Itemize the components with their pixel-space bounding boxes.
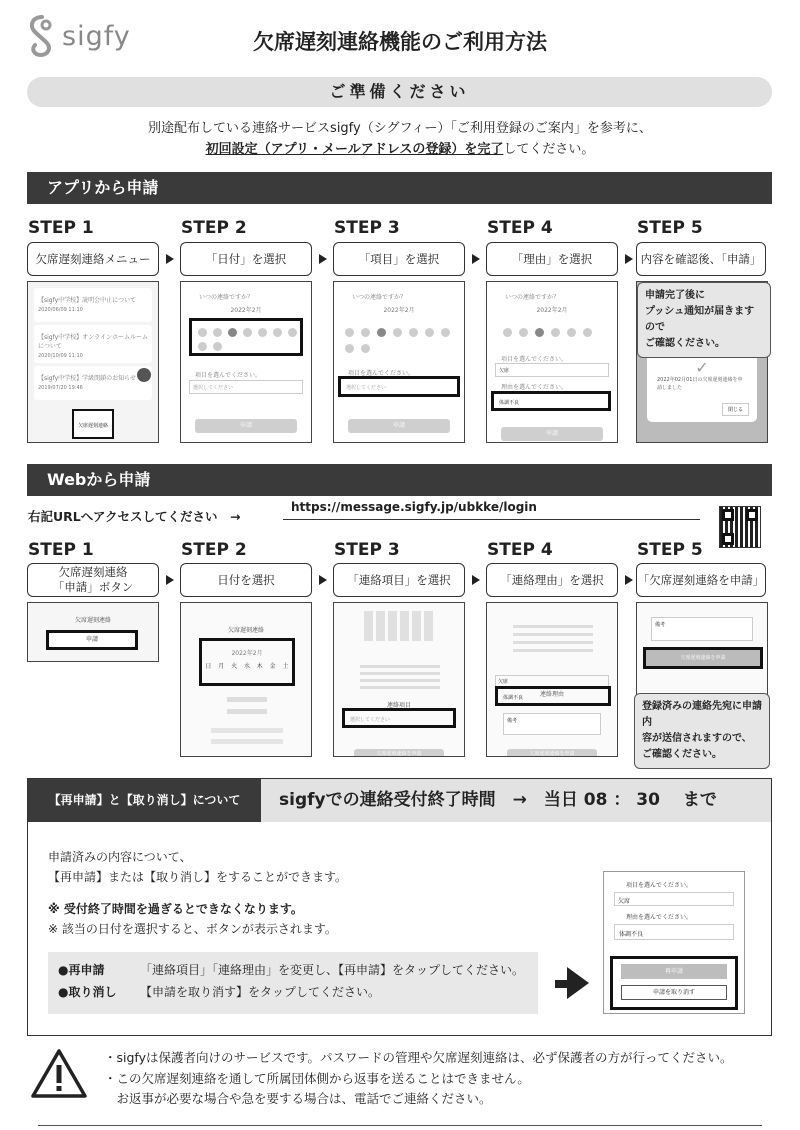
arrow-right-icon	[472, 575, 480, 585]
lower-p3: ※ 受付終了時間を過ぎるとできなくなります。	[48, 902, 303, 916]
note-line: ・sigfyは保護者向けのサービスです。パスワードの管理や欠席遅刻連絡は、必ず保護者の方が行ってください。	[104, 1050, 733, 1065]
action-description-box	[48, 952, 538, 1014]
arrow-right-icon	[625, 254, 633, 264]
calendar-highlight	[189, 318, 303, 356]
question-text: いつの連絡ですか？	[352, 294, 407, 301]
contact-reason-select[interactable]: 体調不良	[495, 686, 611, 706]
reapply-screen	[603, 871, 745, 1014]
month-label: 2022年2月	[383, 307, 415, 314]
month-label: 2022年2月	[230, 307, 262, 314]
contact-item-select[interactable]: 欠席	[495, 675, 609, 687]
arrow-right-icon	[319, 575, 327, 585]
month-label: 2022年2月	[536, 307, 568, 314]
item-prompt: 項目を選んでください。	[348, 370, 415, 377]
reapply-section-title: 【再申請】と【取り消し】について	[28, 779, 261, 822]
app-section-title: アプリから申請	[27, 172, 772, 204]
item-prompt: 項目を選んでください。	[626, 882, 693, 889]
lower-p1: 申請済みの内容について、	[48, 850, 192, 864]
note-line: お返事が必要な場合や急を要する場合は、電話でご連絡ください。	[104, 1091, 492, 1107]
web-screen-4	[486, 602, 618, 757]
web-screen1-title: 欠席遅刻連絡	[74, 617, 111, 624]
arrow-right-icon	[166, 254, 174, 264]
app-step4-label: 「理由」を選択	[486, 242, 618, 276]
warning-icon	[30, 1048, 88, 1100]
arrow-right-icon	[166, 575, 174, 585]
item-prompt: 項目を選んでください。	[195, 372, 262, 379]
access-instruction: 右記URLへアクセスしてください →	[28, 509, 241, 524]
cancel-label: ●取り消し	[58, 985, 117, 999]
web-screen-3	[333, 602, 465, 757]
app-step5-title: STEP 5	[637, 218, 703, 238]
reason-field[interactable]: 体調不良	[614, 924, 734, 940]
qr-code-icon	[719, 506, 761, 548]
reapply-label: ●再申請	[58, 963, 105, 977]
notes	[104, 1048, 733, 1110]
reason-prompt: 理由を選んでください。	[626, 914, 693, 921]
submit-button[interactable]: 申請	[195, 419, 297, 433]
absence-menu-button[interactable]: 欠席遅刻連絡	[72, 409, 114, 439]
reason-prompt: 理由を選んでください。	[501, 384, 568, 391]
notice-item: 【sigfy中学校】説明会中止について 2020/06/09 11:10	[34, 288, 152, 322]
contact-reason-label: 連絡理由	[539, 691, 564, 698]
page-title: 欠席遅刻連絡機能のご利用方法	[253, 30, 547, 54]
web-step1-label: 欠席遅刻連絡 「申請」ボタン	[27, 563, 159, 597]
lower-p2: 【再申請】または【取り消し】をすることができます。	[48, 870, 348, 884]
deadline-banner: sigfyでの連絡受付終了時間 → 当日 08 ： 30 まで	[261, 779, 771, 822]
web-step1-title: STEP 1	[28, 540, 94, 560]
web-screen2-title: 欠席遅刻連絡	[227, 627, 264, 634]
apply-button[interactable]: 申請	[46, 630, 138, 650]
calendar-highlight	[199, 638, 295, 686]
web-screen-1	[27, 602, 159, 662]
notice-item: 【sigfy中学校】オンラインホームルームについて 2020/10/09 11:10	[34, 325, 152, 363]
preparation-line2	[0, 138, 800, 157]
weekday-row: 日 月 火 水 木 金 土	[205, 663, 289, 670]
submit-button[interactable]: 欠席遅刻連絡を申請	[507, 749, 597, 757]
preparation-emphasis: 初回設定（アプリ・メールアドレスの登録）を完了	[205, 142, 504, 157]
dialog-text: 2022年02月01日の欠席遅刻連絡を申請しました	[657, 377, 743, 391]
cancel-text: 【申請を取り消す】をタップしてください。	[140, 985, 381, 999]
app-step3-label: 「項目」を選択	[333, 242, 465, 276]
web-step4-label: 「連絡理由」を選択	[486, 563, 618, 597]
web-screen-5	[636, 602, 768, 700]
app-step1-label: 欠席遅刻連絡メニュー	[27, 242, 159, 276]
app-screen-3	[333, 281, 465, 443]
web-step2-title: STEP 2	[181, 540, 247, 560]
web-step3-title: STEP 3	[334, 540, 400, 560]
question-text: いつの連絡ですか？	[505, 294, 560, 301]
search-icon	[137, 368, 151, 382]
item-select-highlight[interactable]: 選択してください	[338, 376, 460, 397]
app-step2-title: STEP 2	[181, 218, 247, 238]
arrow-right-icon	[625, 575, 633, 585]
app-step2-label: 「日付」を選択	[180, 242, 312, 276]
note-line: ・この欠席遅刻連絡を通して所属団体側から返事を送ることはできません。	[104, 1070, 530, 1086]
app-screen-4	[486, 281, 618, 443]
app-step4-title: STEP 4	[487, 218, 553, 238]
item-select[interactable]: 選択してください	[189, 380, 303, 394]
item-prompt: 項目を選んでください。	[501, 356, 568, 363]
logo-text: sigfy	[62, 20, 131, 52]
reapply-cancel-section	[27, 778, 772, 1036]
app-callout: 申請完了後に プッシュ通知が届きますので ご確認ください。	[637, 282, 771, 358]
check-icon: ✓	[695, 358, 709, 377]
app-screen-1	[27, 281, 159, 443]
preparation-label: ご準備ください	[27, 77, 772, 107]
reason-select-highlight[interactable]: 体調不良	[491, 391, 611, 411]
question-text: いつの連絡ですか？	[199, 294, 254, 301]
arrow-right-icon	[319, 254, 327, 264]
note-field[interactable]: 備考	[651, 617, 753, 641]
submit-button[interactable]: 欠席遅刻連絡を申請	[354, 749, 444, 757]
web-step5-title: STEP 5	[637, 540, 703, 560]
app-step5-label: 内容を確認後、「申請」	[636, 242, 766, 276]
item-select[interactable]: 欠席	[614, 892, 734, 906]
arrow-right-icon	[472, 254, 480, 264]
month-label: 2022年2月	[231, 650, 263, 657]
dialog-close-button[interactable]: 閉じる	[722, 403, 749, 416]
completion-dialog	[647, 354, 757, 422]
preparation-line1: 別途配布している連絡サービスsigfy（シグフィー）「ご利用登録のご案内」を参考に、	[148, 121, 652, 136]
submit-button[interactable]: 申請	[501, 427, 603, 441]
web-section-title: Webから申請	[27, 464, 772, 496]
app-step3-title: STEP 3	[334, 218, 400, 238]
reapply-text: 「連絡項目」「連絡理由」を変更し、【再申請】をタップしてください。	[140, 963, 525, 977]
reapply-button[interactable]: 再申請	[621, 964, 727, 979]
web-step5-label: 「欠席遅刻連絡を申請」	[636, 563, 766, 597]
contact-item-label: 連絡項目	[386, 702, 411, 709]
contact-item-select[interactable]: 選択してください	[342, 708, 456, 728]
submit-button[interactable]: 申請	[348, 419, 450, 433]
login-url[interactable]: https://message.sigfy.jp/ubkke/login	[283, 500, 700, 520]
submit-highlight[interactable]: 欠席遅刻連絡を申請	[643, 647, 763, 669]
footer-divider	[38, 1125, 762, 1126]
app-step1-title: STEP 1	[28, 218, 94, 238]
web-screen-2	[180, 602, 312, 757]
web-callout: 登録済みの連絡先宛に申請内 容が送信されますので、 ご確認ください。	[634, 693, 770, 769]
lower-p4: ※ 該当の日付を選択すると、ボタンが表示されます。	[48, 922, 337, 936]
item-select[interactable]: 欠席	[495, 363, 609, 377]
web-step3-label: 「連絡項目」を選択	[333, 563, 465, 597]
reapply-buttons-highlight	[610, 956, 738, 1010]
note-field[interactable]: 備考	[503, 713, 601, 735]
notice-item: 【sigfy中学校】学級閉鎖のお知らせ 2019/07/20 19:46	[34, 366, 152, 400]
cancel-application-button[interactable]: 申請を取り消す	[621, 985, 727, 1000]
app-screen-2	[180, 281, 312, 443]
web-step4-title: STEP 4	[487, 540, 553, 560]
web-step2-label: 日付を選択	[180, 563, 312, 597]
preparation-line2-rest: してください。	[503, 142, 595, 157]
